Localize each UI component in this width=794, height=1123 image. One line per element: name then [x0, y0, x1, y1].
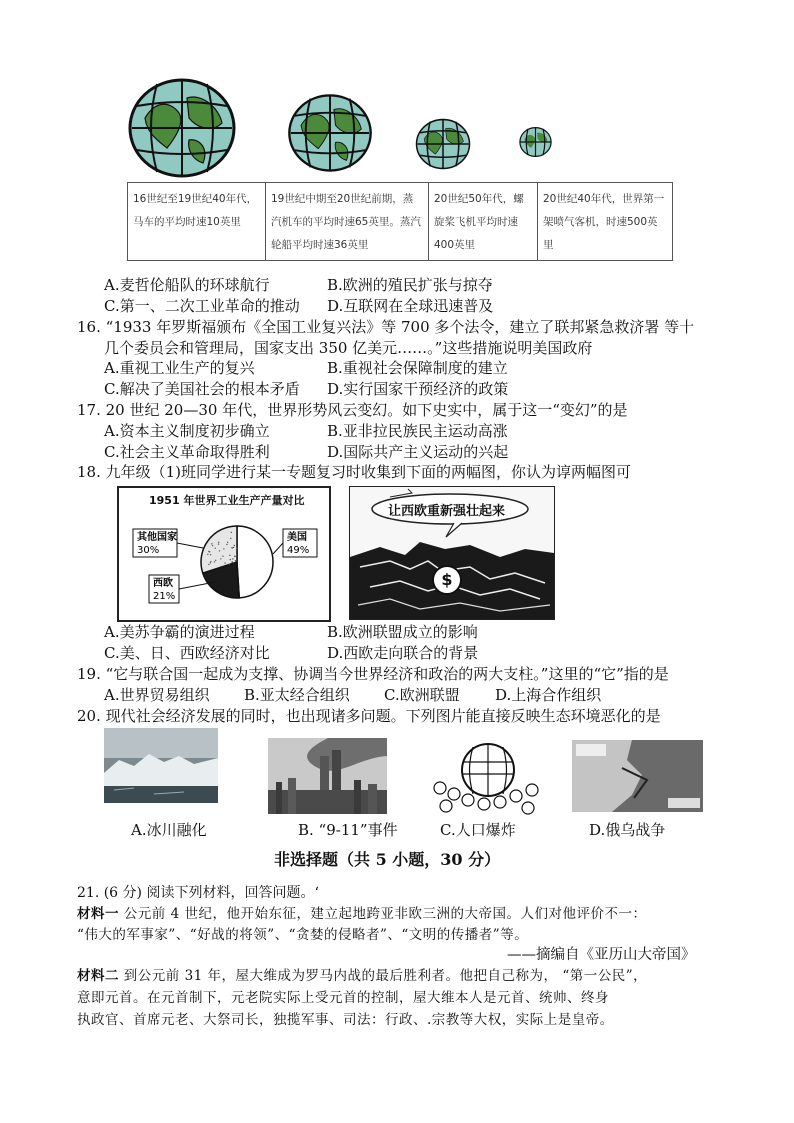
material-one-line2: “伟大的军事家”、“好战的将领”、“贪婪的侵略者”、“文明的传播者”等。 [77, 927, 529, 943]
pie-texture-dot [210, 554, 211, 555]
q18-option-a[interactable]: A.美苏争霸的演进过程 [104, 623, 255, 641]
q20-option-c[interactable]: C.人口爆炸 [440, 821, 516, 839]
pie-texture-dot [208, 564, 209, 565]
q17-option-a[interactable]: A.资本主义制度初步确立 [104, 422, 270, 440]
pie-texture-dot [209, 551, 210, 552]
q20-option-a[interactable]: A.冰川融化 [131, 821, 207, 839]
pie-chart-figure [117, 486, 331, 622]
globe-icon-small [415, 118, 471, 170]
q17-stem: 17. 20 世纪 20—30 年代，世界形势风云变幻。如下史实中，属于这一“变幻”的是 [77, 401, 628, 419]
q17-option-b[interactable]: B.亚非拉民族民主运动高涨 [327, 422, 508, 440]
nine-eleven-photo [268, 738, 387, 814]
pie-chart-title: 1951 年世界工业生产产量对比 [149, 494, 305, 507]
material-one-line1 [77, 904, 646, 924]
q19-option-d[interactable]: D.上海合作组织 [495, 686, 602, 704]
section-title: 非选择题（共 5 小题，30 分） [274, 850, 501, 869]
pie-texture-dot [214, 561, 215, 562]
q20-stem: 20. 现代社会经济发展的同时，也出现诸多问题。下列图片能直接反映生态环境恶化的是 [77, 707, 661, 725]
material-two-label: 材料二 [77, 968, 119, 984]
q15-option-a[interactable]: A.麦哲伦船队的环球航行 [104, 276, 270, 294]
q17-option-d[interactable]: D.国际共产主义运动的兴起 [327, 443, 509, 461]
material-one-label: 材料一 [77, 906, 119, 922]
q19-stem: 19. “它与联合国一起成为支撑、协调当今世界经济和政治的两大支柱。”这里的“它”指的是 [77, 665, 669, 683]
q15-option-b[interactable]: B.欧洲的殖民扩张与掠夺 [327, 276, 493, 294]
pie-texture-dot [222, 555, 223, 556]
q18-option-d[interactable]: D.西欧走向联合的背景 [327, 644, 479, 662]
material-two-text: 到公元前 31 年，屋大维成为罗马内战的最后胜利者。他把自己称为， “第一公民”， [119, 968, 648, 984]
material-two-line1 [77, 966, 647, 986]
q16-option-a[interactable]: A.重视工业生产的复兴 [104, 359, 255, 377]
pie-texture-dot [232, 558, 233, 559]
speed-cell-jet: 20世纪40年代，世界第一架喷气客机，时速500英里 [538, 183, 673, 261]
pie-texture-dot [223, 548, 224, 549]
q16-option-d[interactable]: D.实行国家干预经济的政策 [327, 380, 509, 398]
q21-stem: 21. (6 分) 阅读下列材料，回答问题。‘ [77, 885, 319, 901]
pie-texture-dot [233, 547, 234, 548]
globe-icon-medium [287, 93, 373, 173]
pie-label-value: 30% [137, 545, 160, 556]
pie-texture-dot [232, 561, 233, 562]
q19-option-a[interactable]: A.世界贸易组织 [104, 686, 210, 704]
pie-label-value: 49% [287, 545, 310, 556]
pie-texture-dot [224, 562, 225, 563]
q17-option-c[interactable]: C.社会主义革命取得胜利 [104, 443, 270, 461]
pie-texture-dot [235, 560, 236, 561]
speed-table [127, 182, 673, 261]
speed-cell-steam: 19世纪中期至20世纪前期，蒸汽机车的平均时速65英里。蒸汽轮船平均时速36英里 [266, 183, 429, 261]
pie-leader-line [273, 543, 283, 554]
q16-option-c[interactable]: C.解决了美国社会的根本矛盾 [104, 380, 300, 398]
pie-label-name: 其他国家 [137, 532, 177, 543]
pie-texture-dot [229, 563, 230, 564]
speed-cell-carriage: 16世纪至19世纪40年代，马车的平均时速10英里 [128, 183, 266, 261]
q16-stem-cont: 几个委员会和管理局，国家支出 350 亿美元……。”这些措施说明美国政府 [104, 339, 593, 357]
q18-option-b[interactable]: B.欧洲联盟成立的影响 [327, 623, 478, 641]
pie-texture-dot [227, 542, 228, 543]
pie-texture-dot [236, 548, 237, 549]
pie-label-name: 美国 [287, 532, 307, 543]
pie-texture-dot [210, 561, 211, 562]
pie-texture-dot [235, 556, 236, 557]
material-one-source: ——摘编自《亚历山大帝国》 [507, 947, 696, 963]
q19-option-c[interactable]: C.欧洲联盟 [384, 686, 460, 704]
material-two-line3: 执政官、首席元老、大祭司长，独揽军事、司法：行政、.宗教等大权，实际上是皇帝。 [77, 1012, 614, 1028]
pie-texture-dot [218, 542, 219, 543]
q20-option-b[interactable]: B. “9-11”事件 [298, 821, 398, 839]
pie-label-value: 21% [153, 591, 176, 602]
globe-icon-large [127, 78, 237, 178]
pie-texture-dot [211, 543, 212, 544]
q18-stem: 18. 九年级（1)班同学进行某一专题复习时收集到下面的两幅图，你认为谆两幅图可 [77, 463, 632, 481]
q19-option-b[interactable]: B.亚太经合组织 [244, 686, 350, 704]
material-two-line2: 意即元首。在元首制下，元老院实际上受元首的控制，屋大维本人是元首、统帅、终身 [77, 990, 609, 1006]
pie-texture-dot [231, 547, 232, 548]
pie-texture-dot [234, 556, 235, 557]
pie-texture-dot [218, 543, 219, 544]
pie-texture-dot [233, 562, 234, 563]
q15-option-d[interactable]: D.互联网在全球迅速普及 [327, 297, 494, 315]
war-map-photo [572, 740, 703, 812]
pie-texture-dot [229, 555, 230, 556]
q16-stem: 16. “1933 年罗斯福颁布《全国工业复兴法》等 700 多个法令，建立了联邦紧急救济署 等十 [77, 318, 695, 336]
pie-label-name: 西欧 [153, 578, 173, 589]
q16-option-b[interactable]: B.重视社会保障制度的建立 [327, 359, 508, 377]
pie-texture-dot [231, 532, 232, 533]
glacier-photo [104, 728, 218, 803]
globe-icon-tiny [519, 127, 552, 157]
q20-option-d[interactable]: D.俄乌战争 [589, 821, 666, 839]
pie-texture-dot [220, 558, 221, 559]
pie-texture-dot [210, 562, 211, 563]
pie-texture-dot [230, 538, 231, 539]
pie-chart [119, 488, 329, 620]
speed-cell-propeller: 20世纪50年代，螺旋桨飞机平均时速400英里 [429, 183, 538, 261]
material-one-text: 公元前 4 世纪，他开始东征，建立起地跨亚非欧三洲的大帝国。人们对他评价不一： [119, 906, 647, 922]
pie-texture-dot [207, 554, 208, 555]
pie-texture-dot [234, 545, 235, 546]
cartoon-speech: 让西欧重新强壮起来 [388, 504, 506, 519]
population-cartoon [428, 738, 548, 816]
pie-texture-dot [220, 566, 221, 567]
pie-leader-line [177, 543, 203, 548]
q18-option-c[interactable]: C.美、日、西欧经济对比 [104, 644, 270, 662]
dollar-sign-icon: $ [432, 565, 462, 595]
pie-texture-dot [215, 560, 216, 561]
pie-texture-dot [212, 545, 213, 546]
cartoon-figure [349, 486, 555, 620]
pie-texture-dot [219, 550, 220, 551]
pie-texture-dot [215, 547, 216, 548]
pie-texture-dot [230, 559, 231, 560]
q15-option-c[interactable]: C.第一、二次工业革命的推动 [104, 297, 300, 315]
pie-slice-usa [237, 526, 273, 598]
pie-texture-dot [226, 544, 227, 545]
